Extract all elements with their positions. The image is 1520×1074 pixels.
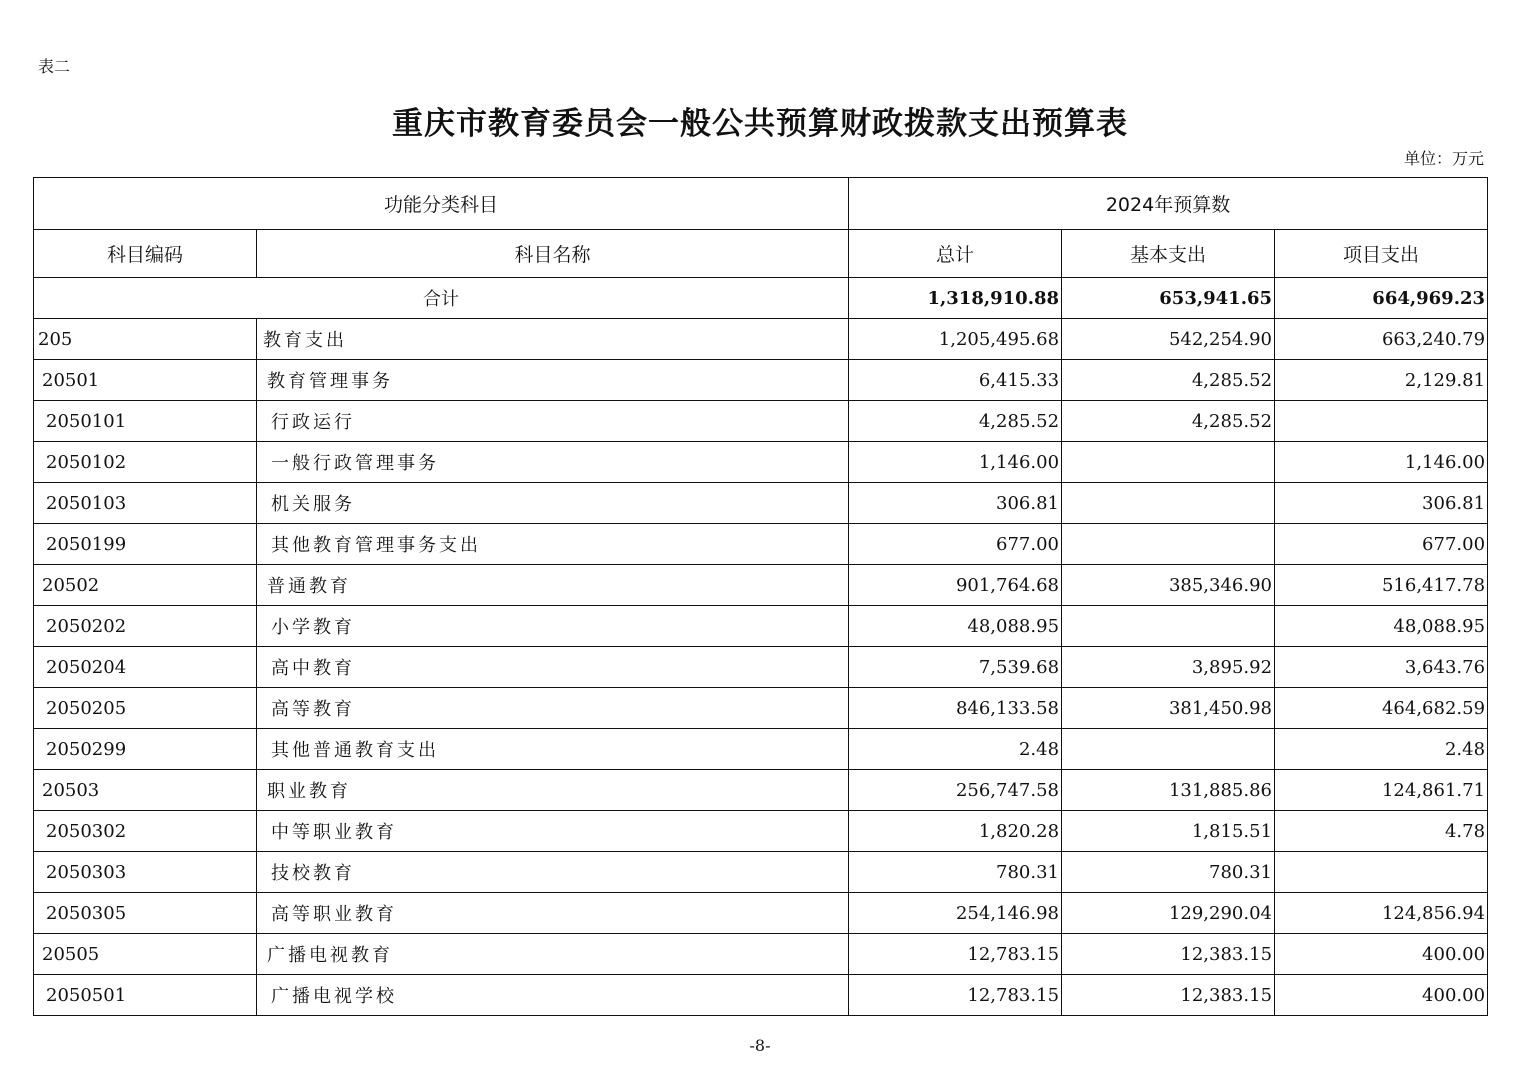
subject-name: 小学教育 — [257, 606, 849, 647]
subject-code: 20505 — [34, 934, 257, 975]
table-row — [34, 975, 1488, 1016]
row-basic: 12,383.15 — [1062, 934, 1275, 975]
table-row — [34, 647, 1488, 688]
row-basic: 4,285.52 — [1062, 401, 1275, 442]
row-total: 1,820.28 — [849, 811, 1062, 852]
table-row — [34, 442, 1488, 483]
header-code: 科目编码 — [34, 230, 257, 278]
subject-code: 2050303 — [34, 852, 257, 893]
subject-name: 中等职业教育 — [257, 811, 849, 852]
subject-code: 2050103 — [34, 483, 257, 524]
table-row — [34, 852, 1488, 893]
row-project: 1,146.00 — [1275, 442, 1488, 483]
subject-name: 高等教育 — [257, 688, 849, 729]
row-basic — [1062, 606, 1275, 647]
row-project: 124,861.71 — [1275, 770, 1488, 811]
row-total: 306.81 — [849, 483, 1062, 524]
total-sum: 1,318,910.88 — [849, 278, 1062, 319]
row-total: 846,133.58 — [849, 688, 1062, 729]
total-row — [34, 278, 1488, 319]
row-project: 400.00 — [1275, 934, 1488, 975]
subject-code: 2050202 — [34, 606, 257, 647]
row-project: 516,417.78 — [1275, 565, 1488, 606]
header-basic: 基本支出 — [1062, 230, 1275, 278]
row-total: 6,415.33 — [849, 360, 1062, 401]
row-total: 254,146.98 — [849, 893, 1062, 934]
subject-code: 2050205 — [34, 688, 257, 729]
table-row — [34, 934, 1488, 975]
table-row — [34, 893, 1488, 934]
row-total: 256,747.58 — [849, 770, 1062, 811]
header-row-columns — [34, 230, 1488, 278]
row-project: 124,856.94 — [1275, 893, 1488, 934]
row-project: 400.00 — [1275, 975, 1488, 1016]
row-basic: 3,895.92 — [1062, 647, 1275, 688]
subject-name: 高等职业教育 — [257, 893, 849, 934]
row-total: 677.00 — [849, 524, 1062, 565]
row-basic: 385,346.90 — [1062, 565, 1275, 606]
subject-code: 20503 — [34, 770, 257, 811]
table-row — [34, 401, 1488, 442]
subject-code: 2050299 — [34, 729, 257, 770]
header-name: 科目名称 — [257, 230, 849, 278]
row-basic: 1,815.51 — [1062, 811, 1275, 852]
subject-name: 一般行政管理事务 — [257, 442, 849, 483]
table-row — [34, 688, 1488, 729]
header-function-category: 功能分类科目 — [34, 178, 849, 230]
subject-code: 20502 — [34, 565, 257, 606]
row-total: 7,539.68 — [849, 647, 1062, 688]
row-project: 306.81 — [1275, 483, 1488, 524]
page-number: -8- — [749, 1036, 771, 1055]
row-basic — [1062, 442, 1275, 483]
table-row — [34, 360, 1488, 401]
row-project — [1275, 852, 1488, 893]
subject-code: 2050204 — [34, 647, 257, 688]
row-total: 12,783.15 — [849, 934, 1062, 975]
row-basic: 12,383.15 — [1062, 975, 1275, 1016]
row-basic: 542,254.90 — [1062, 319, 1275, 360]
row-basic — [1062, 483, 1275, 524]
subject-name: 教育支出 — [257, 319, 849, 360]
total-label: 合计 — [34, 278, 849, 319]
table-row — [34, 565, 1488, 606]
subject-name: 职业教育 — [257, 770, 849, 811]
subject-code: 2050102 — [34, 442, 257, 483]
subject-name: 普通教育 — [257, 565, 849, 606]
row-total: 780.31 — [849, 852, 1062, 893]
row-basic — [1062, 729, 1275, 770]
subject-code: 2050501 — [34, 975, 257, 1016]
subject-code: 20501 — [34, 360, 257, 401]
document-title: 重庆市教育委员会一般公共预算财政拨款支出预算表 — [392, 106, 1128, 142]
row-total: 1,146.00 — [849, 442, 1062, 483]
subject-name: 行政运行 — [257, 401, 849, 442]
row-project: 2.48 — [1275, 729, 1488, 770]
budget-table — [33, 177, 1488, 1016]
row-project: 2,129.81 — [1275, 360, 1488, 401]
table-row — [34, 729, 1488, 770]
row-basic: 780.31 — [1062, 852, 1275, 893]
row-total: 1,205,495.68 — [849, 319, 1062, 360]
row-basic: 381,450.98 — [1062, 688, 1275, 729]
header-total: 总计 — [849, 230, 1062, 278]
subject-code: 2050101 — [34, 401, 257, 442]
subject-name: 教育管理事务 — [257, 360, 849, 401]
table-row — [34, 770, 1488, 811]
subject-code: 205 — [34, 319, 257, 360]
row-basic: 131,885.86 — [1062, 770, 1275, 811]
subject-name: 高中教育 — [257, 647, 849, 688]
row-total: 48,088.95 — [849, 606, 1062, 647]
table-label: 表二 — [38, 57, 71, 76]
subject-name: 技校教育 — [257, 852, 849, 893]
total-project: 664,969.23 — [1275, 278, 1488, 319]
subject-name: 广播电视学校 — [257, 975, 849, 1016]
header-year-budget: 2024年预算数 — [849, 178, 1488, 230]
subject-name: 其他教育管理事务支出 — [257, 524, 849, 565]
header-row-group — [34, 178, 1488, 230]
table-row — [34, 811, 1488, 852]
table-row — [34, 606, 1488, 647]
row-project: 677.00 — [1275, 524, 1488, 565]
table-row — [34, 319, 1488, 360]
table-row — [34, 483, 1488, 524]
row-basic: 129,290.04 — [1062, 893, 1275, 934]
row-total: 901,764.68 — [849, 565, 1062, 606]
row-total: 2.48 — [849, 729, 1062, 770]
row-project — [1275, 401, 1488, 442]
subject-name: 其他普通教育支出 — [257, 729, 849, 770]
table-row — [34, 524, 1488, 565]
row-basic: 4,285.52 — [1062, 360, 1275, 401]
subject-code: 2050302 — [34, 811, 257, 852]
subject-name: 广播电视教育 — [257, 934, 849, 975]
row-project: 4.78 — [1275, 811, 1488, 852]
total-basic: 653,941.65 — [1062, 278, 1275, 319]
row-total: 4,285.52 — [849, 401, 1062, 442]
subject-code: 2050199 — [34, 524, 257, 565]
row-total: 12,783.15 — [849, 975, 1062, 1016]
header-project: 项目支出 — [1275, 230, 1488, 278]
unit-label: 单位：万元 — [1403, 149, 1484, 168]
row-project: 3,643.76 — [1275, 647, 1488, 688]
row-project: 48,088.95 — [1275, 606, 1488, 647]
subject-name: 机关服务 — [257, 483, 849, 524]
row-project: 663,240.79 — [1275, 319, 1488, 360]
row-project: 464,682.59 — [1275, 688, 1488, 729]
row-basic — [1062, 524, 1275, 565]
subject-code: 2050305 — [34, 893, 257, 934]
